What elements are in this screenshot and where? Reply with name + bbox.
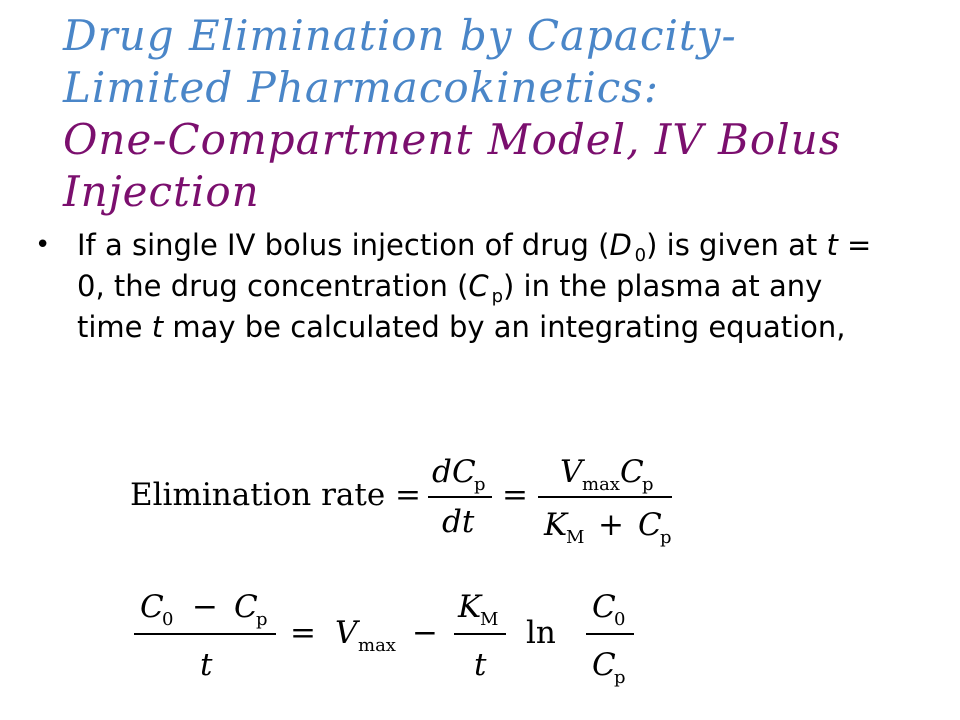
elimination-rate-label: Elimination rate [130,477,386,513]
dose-symbol: D [609,228,632,262]
title-line-1b: Limited Pharmacokinetics: [63,63,659,112]
slide-title [63,10,943,218]
t-symbol: t [200,647,213,683]
t-symbol: t [474,647,487,683]
integrated-equation [130,575,670,714]
p-subscript: p [660,527,672,548]
equals-sign: = [395,477,421,513]
m-subscript: M [480,609,499,630]
title-line-1a: Drug Elimination by Capacity- [63,11,737,60]
d-symbol: d [432,454,452,490]
time-symbol: t [151,310,164,344]
concentration-subscript: p [491,286,503,307]
dose-subscript: 0 [634,245,647,266]
equals-sign: = [502,477,528,513]
v-symbol: V [335,615,358,651]
zero-subscript: 0 [614,609,626,630]
k-symbol: K [458,589,482,625]
time-symbol: t [826,228,838,262]
p-subscript: p [256,609,268,630]
equals-sign: = [290,615,316,651]
c-symbol: C [620,454,644,490]
m-subscript: M [566,527,585,548]
c-symbol: C [592,589,616,625]
bullet-text: = 0, the drug concentration ( [77,228,872,303]
c-symbol: C [140,589,164,625]
c-symbol: C [592,647,616,683]
bullet-text: ) is given at [646,228,827,262]
minus-sign: − [412,615,438,651]
dt-symbol: dt [442,504,475,540]
v-symbol: V [560,454,583,490]
bullet-text: may be calculated by an integrating equation, [163,310,846,344]
c-symbol: C [638,507,662,543]
max-subscript: max [582,474,620,495]
concentration-symbol: C [468,269,489,303]
bullet-text: ) in the plasma at any time [77,269,823,344]
k-symbol: K [544,507,568,543]
p-subscript: p [642,474,654,495]
plus-sign: + [598,507,624,543]
title-line-2b: Injection [63,167,260,216]
bullet-text: If a single IV bolus injection of drug ( [77,228,610,262]
zero-subscript: 0 [162,609,174,630]
p-subscript: p [474,474,486,495]
max-subscript: max [358,635,396,656]
elimination-rate-equation [130,440,710,564]
c-symbol: C [234,589,258,625]
title-line-2a: One-Compartment Model, IV Bolus [63,115,842,164]
bullet-dot-icon: • [35,230,51,260]
minus-sign: − [192,589,218,625]
c-symbol: C [452,454,476,490]
p-subscript: p [614,667,626,688]
ln-symbol: ln [526,615,556,651]
bullet-paragraph [35,225,895,348]
